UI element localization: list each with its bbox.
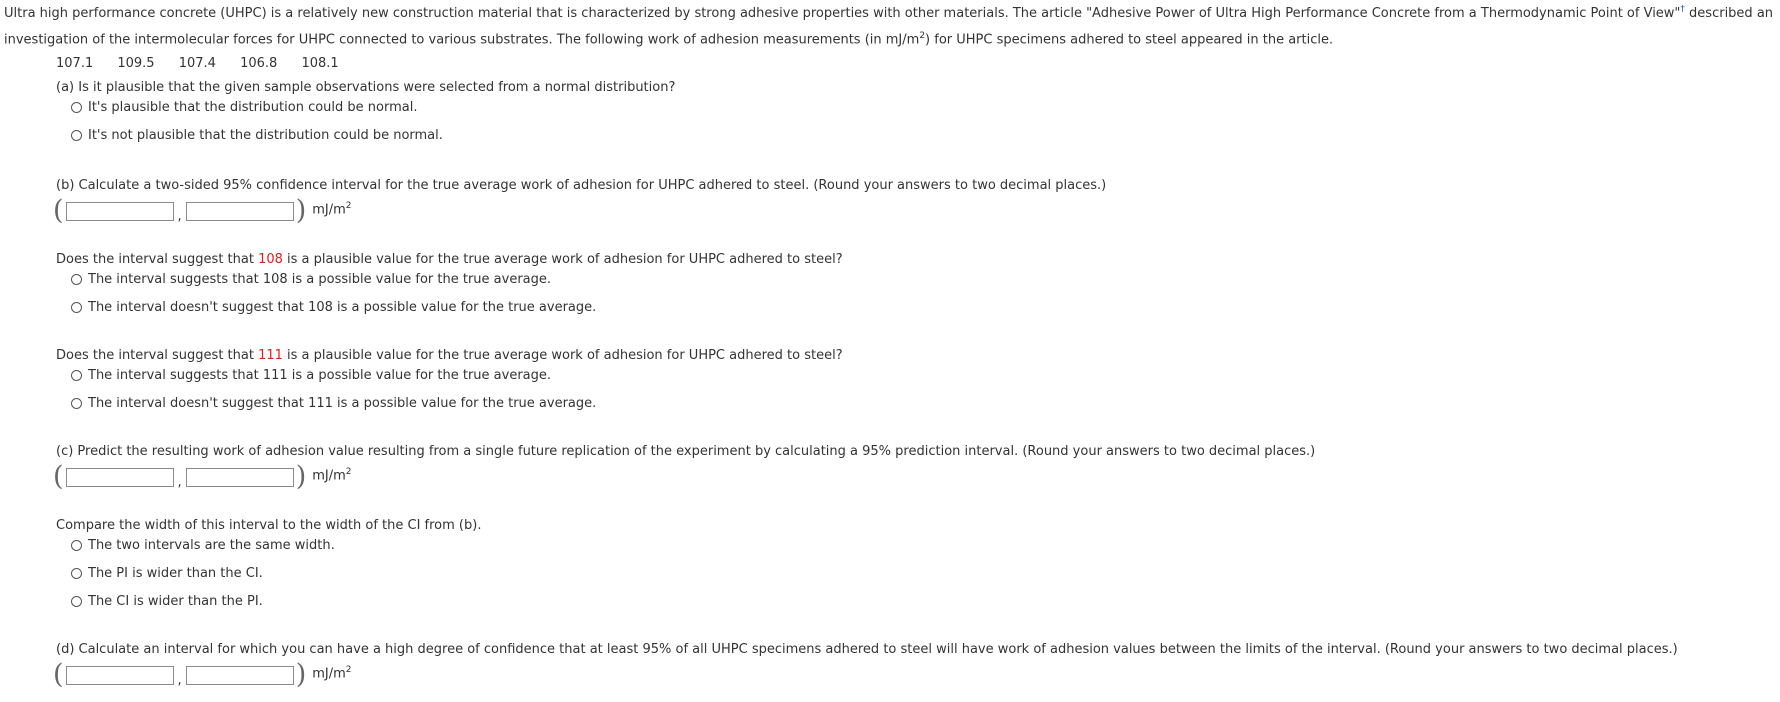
part-c-upper-input[interactable] [186,468,294,487]
radio-button[interactable] [71,302,82,313]
close-paren: ) [295,659,307,690]
comma-separator: , [177,208,182,224]
part-a-option-plausible[interactable]: It's plausible that the distribution could be normal. [71,100,417,115]
part-d-upper-input[interactable] [186,666,294,685]
radio-button[interactable] [71,274,82,285]
part-c-option-same-width[interactable]: The two intervals are the same width. [71,538,335,553]
part-b-question-111: Does the interval suggest that 111 is a plausible value for the true average work of adhesion for UHPC adhered to steel? [56,348,843,363]
radio-button[interactable] [71,596,82,607]
radio-button[interactable] [71,102,82,113]
footnote-dagger-link[interactable]: † [1680,4,1685,15]
part-b-question-108: Does the interval suggest that 108 is a plausible value for the true average work of adhesion for UHPC adhered to steel? [56,252,843,267]
part-c-question: (c) Predict the resulting work of adhesion value resulting from a single future replication of the experiment by calculating a 95% prediction interval. (Round your answers to two decimal places.) [56,444,1316,459]
part-b-answer-row [53,197,352,225]
radio-button[interactable] [71,130,82,141]
radio-button[interactable] [71,568,82,579]
comma-separator: , [177,672,182,688]
radio-button[interactable] [71,398,82,409]
part-a-option-not-plausible[interactable]: It's not plausible that the distribution could be normal. [71,128,443,143]
part-b-question: (b) Calculate a two-sided 95% confidence interval for the true average work of adhesion for UHPC adhered to steel. (Round your answers to two decimal places.) [56,178,1107,193]
part-c-compare-question: Compare the width of this interval to the width of the CI from (b). [56,518,482,533]
intro-unit-sup: 2 [919,31,926,41]
open-paren: ( [53,461,64,492]
part-d-answer-row [53,661,352,689]
unit-label: $mJ/m^2$ [312,466,352,484]
data-value: 106.8 [240,56,278,71]
part-c-answer-row [53,463,352,491]
part-b-lower-input[interactable] [66,202,174,221]
data-value: 107.1 [56,56,94,71]
intro-text: Ultra high performance concrete (UHPC) is a relatively new construction material that is characterized by strong adhesive properties with other materials. The article "Adhesive Power of Ultra High Performance Concrete from a Thermodynamic Point of View" [4,6,1681,21]
radio-button[interactable] [71,370,82,381]
unit-label: $mJ/m^2$ [312,664,352,682]
part-c-option-pi-wider[interactable]: The PI is wider than the CI. [71,566,263,581]
intro-text-3: ) for UHPC specimens adhered to steel appeared in the article. [925,32,1334,48]
part-b-108-option-yes[interactable]: The interval suggests that 108 is a possible value for the true average. [71,272,551,287]
highlight-value-111: 111 [258,348,283,363]
data-value: 109.5 [117,56,155,71]
intro-text-2: described an investigation of the intermolecular forces for UHPC connected to various substrates. The following work of adhesion measurements (in mJ/m [4,6,1774,48]
data-value: 107.4 [178,56,216,71]
part-b-111-option-yes[interactable]: The interval suggests that 111 is a possible value for the true average. [71,368,551,383]
radio-button[interactable] [71,540,82,551]
unit-label: $mJ/m^2$ [312,200,352,218]
part-d-lower-input[interactable] [66,666,174,685]
problem-intro [4,3,1774,51]
part-b-111-option-no[interactable]: The interval doesn't suggest that 111 is a possible value for the true average. [71,396,596,411]
data-value: 108.1 [301,56,339,71]
part-c-lower-input[interactable] [66,468,174,487]
part-b-upper-input[interactable] [186,202,294,221]
part-a-question: (a) Is it plausible that the given sample observations were selected from a normal distribution? [56,80,676,95]
close-paren: ) [295,195,307,226]
part-c-option-ci-wider[interactable]: The CI is wider than the PI. [71,594,263,609]
highlight-value-108: 108 [258,252,283,267]
comma-separator: , [177,474,182,490]
open-paren: ( [53,659,64,690]
open-paren: ( [53,195,64,226]
close-paren: ) [295,461,307,492]
data-values [56,56,359,71]
part-b-108-option-no[interactable]: The interval doesn't suggest that 108 is a possible value for the true average. [71,300,596,315]
part-d-question: (d) Calculate an interval for which you can have a high degree of confidence that at least 95% of all UHPC specimens adhered to steel will have work of adhesion values between the limits of the interval. (Round your answers to two decimal places.) [56,642,1678,657]
